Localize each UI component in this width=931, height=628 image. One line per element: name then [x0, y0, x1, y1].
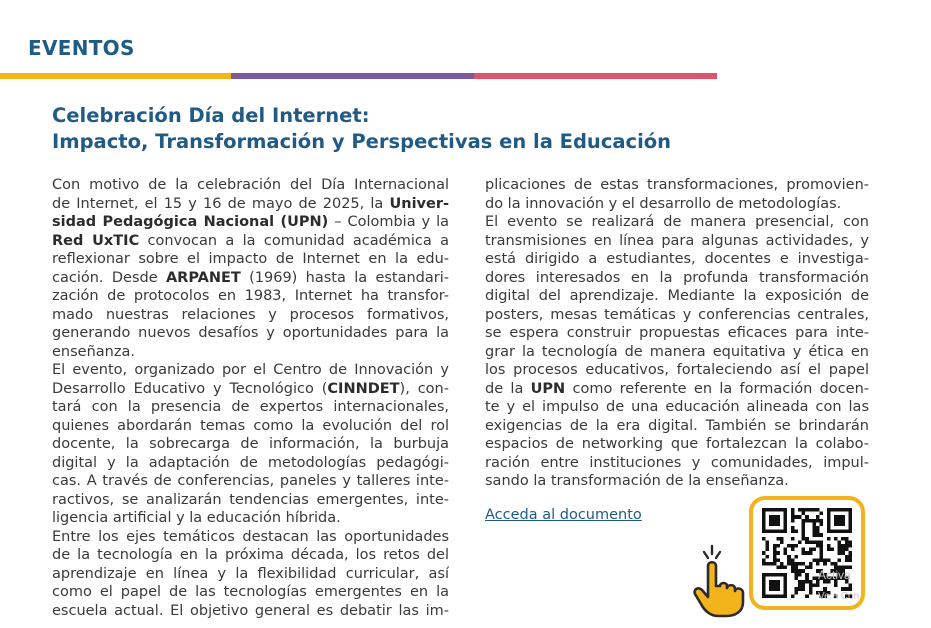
body-text-line — [52, 546, 449, 565]
color-stripe-pink — [474, 73, 717, 79]
body-text: aprendizaje en línea y la flexibilidad curricular, así — [52, 565, 449, 582]
article-body-right-column — [485, 176, 869, 491]
qr-code-icon — [762, 508, 852, 598]
body-text: está dirigido a estudiantes, docentes e investiga- — [485, 251, 869, 267]
bold-text: UPN — [530, 380, 566, 397]
body-text-line — [485, 306, 869, 325]
article-title-line-2: Impacto, Transformación y Perspectivas en la Educación — [52, 130, 672, 153]
body-text: se espera construir propuestas eficaces para inte- — [485, 325, 869, 341]
body-text-line — [52, 195, 449, 214]
body-text: mado nuestras relaciones y procesos formativos, — [52, 306, 449, 323]
body-text-line — [52, 213, 449, 232]
activation-watermark-line-2: Ve a Con — [818, 591, 860, 602]
body-text-line — [52, 565, 449, 584]
body-text: de la — [485, 380, 531, 397]
bold-text: ARPANET — [165, 269, 241, 286]
body-text-line — [485, 380, 869, 399]
bold-text: Red UxTIC — [52, 232, 140, 249]
body-text-line — [52, 380, 449, 399]
body-text: cas. A través de conferencias, paneles y talleres inte- — [52, 473, 449, 489]
body-text: dores interesados en la profunda transformación — [485, 269, 869, 286]
body-text-line — [52, 602, 449, 621]
body-text-line — [485, 269, 869, 288]
body-text: como el papel de las tecnologías emergentes en la — [52, 584, 449, 600]
activation-watermark-line-1: Activa — [818, 568, 851, 582]
body-text: de la tecnología en la próxima década, los retos del — [52, 547, 449, 563]
body-text-line — [485, 213, 869, 232]
body-text: te y el impulso de una educación alineada con las — [485, 399, 869, 415]
body-text: ), con- — [399, 380, 449, 397]
article-title-line-1: Celebración Día del Internet: — [52, 104, 370, 127]
section-label: EVENTOS — [28, 36, 135, 60]
body-text-line — [485, 232, 869, 251]
document-link[interactable]: Acceda al documento — [485, 507, 642, 523]
body-text: reflexionar sobre el impacto de Internet en la edu- — [52, 251, 449, 267]
bold-text: Univer- — [389, 195, 449, 212]
body-text: El evento se realizará de manera presencial, con — [485, 214, 869, 230]
article-title — [52, 103, 752, 155]
body-text-line — [52, 287, 449, 306]
body-text-line — [52, 583, 449, 602]
body-text-line — [52, 343, 449, 362]
body-text: ración entre instituciones y comunidades, impul- — [485, 454, 869, 471]
body-text-line — [52, 491, 449, 510]
body-text-line — [52, 398, 449, 417]
body-text-line — [52, 454, 449, 473]
body-text-line — [485, 454, 869, 473]
body-text: como referente en la formación docen- — [565, 380, 869, 397]
body-text-line — [52, 509, 449, 528]
body-text: los procesos educativos, fortaleciendo así el papel — [485, 362, 869, 378]
body-text-line — [52, 306, 449, 325]
body-text: (1969) hasta la estandari- — [240, 269, 449, 286]
body-text-line — [52, 528, 449, 547]
body-text-line — [485, 287, 869, 306]
body-text-line — [485, 417, 869, 436]
color-stripe-yellow — [0, 73, 231, 79]
bold-text: CINNDET — [327, 380, 400, 397]
body-text: de Internet, el 15 y 16 de mayo de 2025, la — [52, 195, 390, 212]
body-text: ractivos, se analizarán tendencias emergentes, inte- — [52, 491, 449, 508]
body-text: quienes abordarán temas como la evolución del rol — [52, 417, 449, 434]
body-text: enseñanza. — [52, 343, 135, 360]
body-text-line — [485, 324, 869, 343]
body-text-line — [52, 232, 449, 251]
body-text: escuela actual. El objetivo general es debatir las im- — [52, 602, 449, 619]
body-text: Con motivo de la celebración del Día Internacional — [52, 177, 449, 193]
body-text-line — [485, 176, 869, 195]
body-text: docente, la sobrecarga de información, la burbuja — [52, 436, 449, 452]
body-text-line — [52, 250, 449, 269]
body-text: digital del aprendizaje. Mediante la exposición de — [485, 288, 869, 304]
body-text-line — [485, 250, 869, 269]
body-text-line — [52, 361, 449, 380]
body-text: zación de protocolos en 1983, Internet ha transfor- — [52, 288, 449, 304]
body-text-line — [52, 176, 449, 195]
pointing-hand-icon — [690, 542, 746, 618]
body-text: grar la tecnología de manera equitativa y ética en — [485, 343, 869, 360]
body-text: sando la transformación de la enseñanza. — [485, 473, 789, 489]
body-text-line — [52, 472, 449, 491]
body-text-line — [485, 398, 869, 417]
color-stripe-purple — [231, 73, 474, 79]
body-text: – Colombia y la — [328, 214, 449, 230]
body-text-line — [485, 195, 869, 214]
body-text: digital y la adaptación de metodologías pedagógi- — [52, 454, 449, 471]
body-text: cación. Desde — [52, 269, 166, 286]
bold-text: sidad Pedagógica Nacional (UPN) — [52, 214, 329, 230]
body-text-line — [52, 324, 449, 343]
body-text: Entre los ejes temáticos destacan las oportunidades — [52, 528, 449, 545]
body-text: convocan a la comunidad académica a — [139, 232, 449, 249]
body-text: transmisiones en línea para algunas actividades, y — [485, 232, 869, 249]
body-text: ligencia artificial y la educación híbrida. — [52, 510, 341, 526]
body-text-line — [485, 472, 869, 491]
body-text: Desarrollo Educativo y Tecnológico ( — [52, 380, 328, 397]
body-text: espacios de networking que fortalezcan la colabo- — [485, 436, 869, 452]
body-text: generando nuevos desafíos y oportunidades para la — [52, 325, 449, 341]
body-text-line — [485, 361, 869, 380]
body-text: do la innovación y el desarrollo de metodologías. — [485, 195, 842, 212]
body-text-line — [52, 417, 449, 436]
body-text: posters, mesas temáticas y conferencias centrales, — [485, 306, 869, 323]
body-text-line — [52, 435, 449, 454]
body-text: tará con la presencia de expertos internacionales, — [52, 399, 449, 415]
body-text-line — [485, 343, 869, 362]
body-text: exigencias de la era digital. También se brindarán — [485, 417, 869, 434]
article-body-left-column — [52, 176, 449, 620]
body-text-line — [52, 269, 449, 288]
body-text-line — [485, 435, 869, 454]
body-text: El evento, organizado por el Centro de Innovación y — [52, 362, 449, 378]
body-text: plicaciones de estas transformaciones, promovien- — [485, 177, 869, 193]
